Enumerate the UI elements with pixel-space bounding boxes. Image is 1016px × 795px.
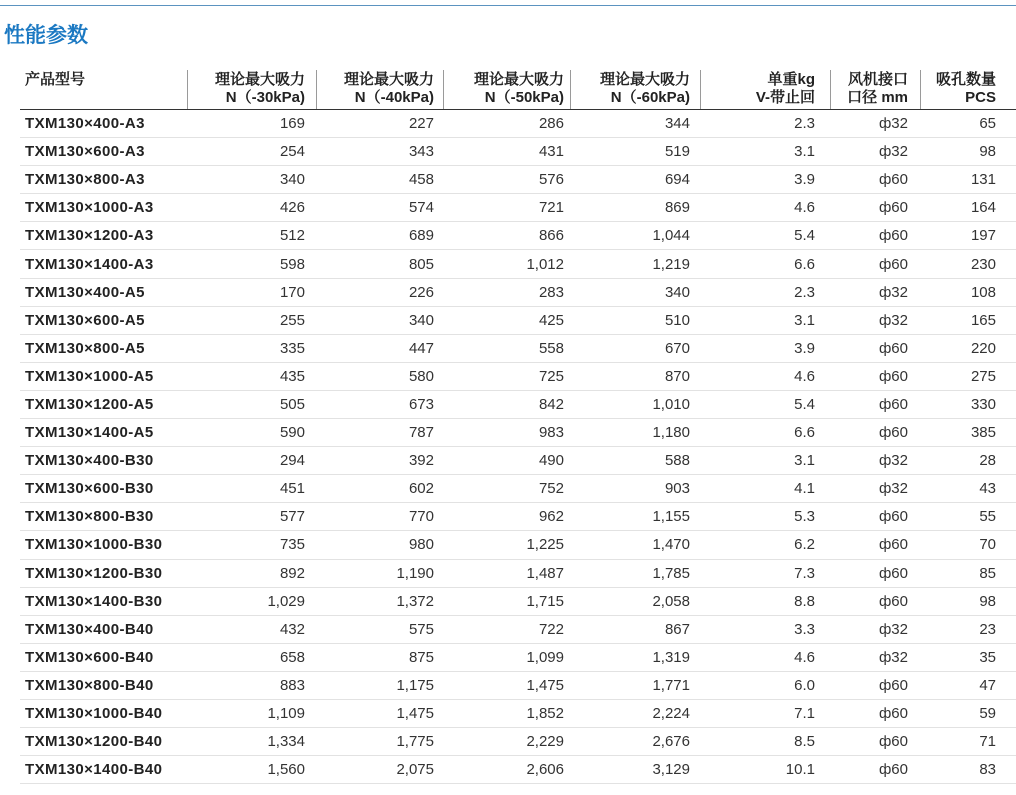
header-line1: 吸孔数量 xyxy=(935,71,996,88)
hole-count-cell: 164 xyxy=(970,199,996,217)
suction-60kpa-cell: 2,224 xyxy=(652,705,690,723)
table-row xyxy=(20,644,1016,672)
suction-60kpa-cell: 670 xyxy=(664,339,690,357)
suction-50kpa-cell: 2,606 xyxy=(526,761,564,779)
suction-50kpa-cell: 962 xyxy=(538,508,564,526)
suction-60kpa-cell: 867 xyxy=(664,620,690,638)
header-fan-port xyxy=(830,70,920,109)
suction-40kpa-cell: 575 xyxy=(408,620,434,638)
header-line2: N（-60kPa) xyxy=(610,89,690,106)
table-row xyxy=(20,700,1016,728)
table-row xyxy=(20,279,1016,307)
weight-cell: 2.3 xyxy=(794,115,815,133)
table-row xyxy=(20,531,1016,559)
suction-60kpa-cell: 340 xyxy=(664,283,690,301)
table-row xyxy=(20,503,1016,531)
table-row xyxy=(20,672,1016,700)
header-line1: 理论最大吸力 xyxy=(599,71,690,88)
suction-30kpa-cell: 170 xyxy=(279,283,305,301)
suction-50kpa-cell: 866 xyxy=(538,227,564,245)
table-row xyxy=(20,222,1016,250)
suction-60kpa-cell: 2,676 xyxy=(652,733,690,751)
suction-50kpa-cell: 1,012 xyxy=(526,255,564,273)
fan-port-cell: ф60 xyxy=(878,395,908,413)
table-row xyxy=(20,475,1016,503)
suction-60kpa-cell: 903 xyxy=(664,480,690,498)
suction-30kpa-cell: 254 xyxy=(279,143,305,161)
suction-60kpa-cell: 344 xyxy=(664,115,690,133)
suction-60kpa-cell: 1,319 xyxy=(652,648,690,666)
hole-count-cell: 28 xyxy=(979,452,996,470)
model-cell: TXM130×600-A5 xyxy=(25,311,145,329)
weight-cell: 6.0 xyxy=(794,676,815,694)
suction-50kpa-cell: 1,487 xyxy=(526,564,564,582)
table-row xyxy=(20,307,1016,335)
weight-cell: 6.2 xyxy=(794,536,815,554)
page-title: 性能参数 xyxy=(4,23,88,47)
hole-count-cell: 35 xyxy=(979,648,996,666)
model-cell: TXM130×400-B40 xyxy=(25,620,154,638)
model-cell: TXM130×600-B40 xyxy=(25,648,154,666)
header-line2: N（-50kPa) xyxy=(484,89,564,106)
hole-count-cell: 71 xyxy=(979,733,996,751)
suction-30kpa-cell: 883 xyxy=(279,676,305,694)
suction-30kpa-cell: 1,109 xyxy=(267,705,305,723)
suction-60kpa-cell: 510 xyxy=(664,311,690,329)
suction-60kpa-cell: 1,010 xyxy=(652,395,690,413)
header-line2: N（-30kPa) xyxy=(225,89,305,106)
weight-cell: 4.1 xyxy=(794,480,815,498)
suction-40kpa-cell: 1,775 xyxy=(396,733,434,751)
model-cell: TXM130×1000-B40 xyxy=(25,705,163,723)
suction-40kpa-cell: 458 xyxy=(408,171,434,189)
hole-count-cell: 70 xyxy=(979,536,996,554)
model-cell: TXM130×1400-B30 xyxy=(25,592,163,610)
model-cell: TXM130×800-A5 xyxy=(25,339,145,357)
model-cell: TXM130×400-A5 xyxy=(25,283,145,301)
table-body xyxy=(20,110,1016,784)
hole-count-cell: 65 xyxy=(979,115,996,133)
table-row xyxy=(20,335,1016,363)
fan-port-cell: ф60 xyxy=(878,255,908,273)
table-row xyxy=(20,110,1016,138)
suction-40kpa-cell: 227 xyxy=(408,115,434,133)
suction-60kpa-cell: 519 xyxy=(664,143,690,161)
table-row xyxy=(20,250,1016,278)
hole-count-cell: 23 xyxy=(979,620,996,638)
suction-40kpa-cell: 2,075 xyxy=(396,761,434,779)
header-hole-count xyxy=(920,70,1016,109)
suction-30kpa-cell: 255 xyxy=(279,311,305,329)
fan-port-cell: ф32 xyxy=(878,648,908,666)
suction-30kpa-cell: 577 xyxy=(279,508,305,526)
suction-30kpa-cell: 505 xyxy=(279,395,305,413)
hole-count-cell: 98 xyxy=(979,592,996,610)
weight-cell: 7.1 xyxy=(794,705,815,723)
weight-cell: 5.4 xyxy=(794,395,815,413)
weight-cell: 5.4 xyxy=(794,227,815,245)
header-line2: V-带止回 xyxy=(755,89,815,106)
header-model xyxy=(20,70,187,109)
model-cell: TXM130×600-B30 xyxy=(25,480,154,498)
weight-cell: 3.9 xyxy=(794,339,815,357)
weight-cell: 5.3 xyxy=(794,508,815,526)
suction-50kpa-cell: 721 xyxy=(538,199,564,217)
hole-count-cell: 275 xyxy=(970,367,996,385)
weight-cell: 10.1 xyxy=(785,761,815,779)
suction-60kpa-cell: 588 xyxy=(664,452,690,470)
suction-40kpa-cell: 340 xyxy=(408,311,434,329)
table-row xyxy=(20,166,1016,194)
fan-port-cell: ф60 xyxy=(878,171,908,189)
fan-port-cell: ф60 xyxy=(878,508,908,526)
suction-30kpa-cell: 1,334 xyxy=(267,733,305,751)
weight-cell: 7.3 xyxy=(794,564,815,582)
suction-50kpa-cell: 1,852 xyxy=(526,705,564,723)
hole-count-cell: 98 xyxy=(979,143,996,161)
fan-port-cell: ф32 xyxy=(878,143,908,161)
suction-30kpa-cell: 294 xyxy=(279,452,305,470)
suction-60kpa-cell: 1,785 xyxy=(652,564,690,582)
fan-port-cell: ф60 xyxy=(878,705,908,723)
suction-40kpa-cell: 602 xyxy=(408,480,434,498)
suction-60kpa-cell: 3,129 xyxy=(652,761,690,779)
fan-port-cell: ф60 xyxy=(878,227,908,245)
fan-port-cell: ф60 xyxy=(878,424,908,442)
header-model-label: 产品型号 xyxy=(25,71,86,88)
suction-50kpa-cell: 283 xyxy=(538,283,564,301)
header-suction-30kpa xyxy=(187,70,316,109)
model-cell: TXM130×1200-A5 xyxy=(25,395,154,413)
suction-50kpa-cell: 722 xyxy=(538,620,564,638)
table-row xyxy=(20,194,1016,222)
suction-50kpa-cell: 286 xyxy=(538,115,564,133)
hole-count-cell: 47 xyxy=(979,676,996,694)
fan-port-cell: ф60 xyxy=(878,367,908,385)
spec-table xyxy=(20,70,1016,784)
table-row xyxy=(20,391,1016,419)
suction-30kpa-cell: 340 xyxy=(279,171,305,189)
suction-40kpa-cell: 1,372 xyxy=(396,592,434,610)
table-row xyxy=(20,616,1016,644)
hole-count-cell: 230 xyxy=(970,255,996,273)
model-cell: TXM130×600-A3 xyxy=(25,143,145,161)
suction-50kpa-cell: 2,229 xyxy=(526,733,564,751)
suction-40kpa-cell: 574 xyxy=(408,199,434,217)
suction-60kpa-cell: 1,219 xyxy=(652,255,690,273)
weight-cell: 3.9 xyxy=(794,171,815,189)
header-suction-60kpa xyxy=(570,70,700,109)
suction-40kpa-cell: 447 xyxy=(408,339,434,357)
suction-50kpa-cell: 490 xyxy=(538,452,564,470)
hole-count-cell: 385 xyxy=(970,424,996,442)
suction-30kpa-cell: 598 xyxy=(279,255,305,273)
suction-30kpa-cell: 1,029 xyxy=(267,592,305,610)
fan-port-cell: ф60 xyxy=(878,761,908,779)
weight-cell: 6.6 xyxy=(794,424,815,442)
fan-port-cell: ф32 xyxy=(878,480,908,498)
model-cell: TXM130×800-A3 xyxy=(25,171,145,189)
table-header xyxy=(20,70,1016,110)
weight-cell: 8.8 xyxy=(794,592,815,610)
header-line1: 理论最大吸力 xyxy=(214,71,305,88)
suction-50kpa-cell: 1,715 xyxy=(526,592,564,610)
model-cell: TXM130×1000-A5 xyxy=(25,367,154,385)
table-row xyxy=(20,756,1016,784)
hole-count-cell: 55 xyxy=(979,508,996,526)
suction-60kpa-cell: 869 xyxy=(664,199,690,217)
model-cell: TXM130×1200-A3 xyxy=(25,227,154,245)
table-row xyxy=(20,419,1016,447)
hole-count-cell: 165 xyxy=(970,311,996,329)
table-row xyxy=(20,138,1016,166)
model-cell: TXM130×1400-A3 xyxy=(25,255,154,273)
suction-40kpa-cell: 980 xyxy=(408,536,434,554)
weight-cell: 6.6 xyxy=(794,255,815,273)
suction-30kpa-cell: 451 xyxy=(279,480,305,498)
weight-cell: 4.6 xyxy=(794,199,815,217)
suction-40kpa-cell: 689 xyxy=(408,227,434,245)
header-line1: 单重kg xyxy=(767,71,815,88)
suction-30kpa-cell: 892 xyxy=(279,564,305,582)
header-suction-50kpa xyxy=(443,70,570,109)
hole-count-cell: 59 xyxy=(979,705,996,723)
suction-60kpa-cell: 694 xyxy=(664,171,690,189)
suction-50kpa-cell: 576 xyxy=(538,171,564,189)
suction-50kpa-cell: 1,099 xyxy=(526,648,564,666)
suction-30kpa-cell: 432 xyxy=(279,620,305,638)
weight-cell: 3.3 xyxy=(794,620,815,638)
weight-cell: 8.5 xyxy=(794,733,815,751)
suction-50kpa-cell: 431 xyxy=(538,143,564,161)
header-line2: 口径 mm xyxy=(847,89,908,106)
model-cell: TXM130×800-B40 xyxy=(25,676,154,694)
suction-60kpa-cell: 2,058 xyxy=(652,592,690,610)
suction-30kpa-cell: 169 xyxy=(279,115,305,133)
table-row xyxy=(20,447,1016,475)
model-cell: TXM130×1400-A5 xyxy=(25,424,154,442)
fan-port-cell: ф60 xyxy=(878,733,908,751)
suction-50kpa-cell: 558 xyxy=(538,339,564,357)
weight-cell: 3.1 xyxy=(794,143,815,161)
header-line1: 理论最大吸力 xyxy=(343,71,434,88)
hole-count-cell: 83 xyxy=(979,761,996,779)
suction-40kpa-cell: 392 xyxy=(408,452,434,470)
hole-count-cell: 108 xyxy=(970,283,996,301)
suction-60kpa-cell: 1,771 xyxy=(652,676,690,694)
suction-40kpa-cell: 580 xyxy=(408,367,434,385)
suction-50kpa-cell: 725 xyxy=(538,367,564,385)
fan-port-cell: ф32 xyxy=(878,311,908,329)
suction-30kpa-cell: 335 xyxy=(279,339,305,357)
model-cell: TXM130×800-B30 xyxy=(25,508,154,526)
model-cell: TXM130×400-A3 xyxy=(25,115,145,133)
fan-port-cell: ф60 xyxy=(878,536,908,554)
fan-port-cell: ф60 xyxy=(878,339,908,357)
suction-60kpa-cell: 1,155 xyxy=(652,508,690,526)
hole-count-cell: 330 xyxy=(970,395,996,413)
suction-40kpa-cell: 1,190 xyxy=(396,564,434,582)
fan-port-cell: ф60 xyxy=(878,676,908,694)
suction-30kpa-cell: 735 xyxy=(279,536,305,554)
hole-count-cell: 85 xyxy=(979,564,996,582)
suction-60kpa-cell: 870 xyxy=(664,367,690,385)
header-line2: PCS xyxy=(965,89,996,106)
fan-port-cell: ф32 xyxy=(878,283,908,301)
suction-50kpa-cell: 425 xyxy=(538,311,564,329)
fan-port-cell: ф60 xyxy=(878,564,908,582)
suction-40kpa-cell: 875 xyxy=(408,648,434,666)
weight-cell: 4.6 xyxy=(794,648,815,666)
fan-port-cell: ф32 xyxy=(878,115,908,133)
model-cell: TXM130×1000-B30 xyxy=(25,536,163,554)
fan-port-cell: ф32 xyxy=(878,620,908,638)
table-row xyxy=(20,363,1016,391)
suction-50kpa-cell: 1,475 xyxy=(526,676,564,694)
suction-60kpa-cell: 1,044 xyxy=(652,227,690,245)
weight-cell: 4.6 xyxy=(794,367,815,385)
header-suction-40kpa xyxy=(316,70,443,109)
suction-50kpa-cell: 842 xyxy=(538,395,564,413)
suction-40kpa-cell: 787 xyxy=(408,424,434,442)
suction-40kpa-cell: 770 xyxy=(408,508,434,526)
model-cell: TXM130×1200-B30 xyxy=(25,564,163,582)
suction-30kpa-cell: 1,560 xyxy=(267,761,305,779)
suction-40kpa-cell: 226 xyxy=(408,283,434,301)
hole-count-cell: 220 xyxy=(970,339,996,357)
suction-40kpa-cell: 343 xyxy=(408,143,434,161)
fan-port-cell: ф32 xyxy=(878,452,908,470)
suction-40kpa-cell: 805 xyxy=(408,255,434,273)
header-line1: 风机接口 xyxy=(847,71,908,88)
suction-50kpa-cell: 752 xyxy=(538,480,564,498)
header-line2: N（-40kPa) xyxy=(354,89,434,106)
suction-30kpa-cell: 590 xyxy=(279,424,305,442)
fan-port-cell: ф60 xyxy=(878,592,908,610)
suction-30kpa-cell: 426 xyxy=(279,199,305,217)
hole-count-cell: 197 xyxy=(970,227,996,245)
model-cell: TXM130×1000-A3 xyxy=(25,199,154,217)
suction-50kpa-cell: 1,225 xyxy=(526,536,564,554)
table-row xyxy=(20,728,1016,756)
table-row xyxy=(20,560,1016,588)
fan-port-cell: ф60 xyxy=(878,199,908,217)
suction-40kpa-cell: 673 xyxy=(408,395,434,413)
weight-cell: 2.3 xyxy=(794,283,815,301)
suction-40kpa-cell: 1,175 xyxy=(396,676,434,694)
model-cell: TXM130×1200-B40 xyxy=(25,733,163,751)
weight-cell: 3.1 xyxy=(794,311,815,329)
header-weight xyxy=(700,70,830,109)
model-cell: TXM130×400-B30 xyxy=(25,452,154,470)
suction-60kpa-cell: 1,470 xyxy=(652,536,690,554)
hole-count-cell: 43 xyxy=(979,480,996,498)
model-cell: TXM130×1400-B40 xyxy=(25,761,163,779)
table-row xyxy=(20,588,1016,616)
weight-cell: 3.1 xyxy=(794,452,815,470)
suction-40kpa-cell: 1,475 xyxy=(396,705,434,723)
suction-60kpa-cell: 1,180 xyxy=(652,424,690,442)
hole-count-cell: 131 xyxy=(970,171,996,189)
top-rule xyxy=(0,5,1016,6)
suction-30kpa-cell: 658 xyxy=(279,648,305,666)
suction-50kpa-cell: 983 xyxy=(538,424,564,442)
suction-30kpa-cell: 435 xyxy=(279,367,305,385)
header-line1: 理论最大吸力 xyxy=(473,71,564,88)
suction-30kpa-cell: 512 xyxy=(279,227,305,245)
